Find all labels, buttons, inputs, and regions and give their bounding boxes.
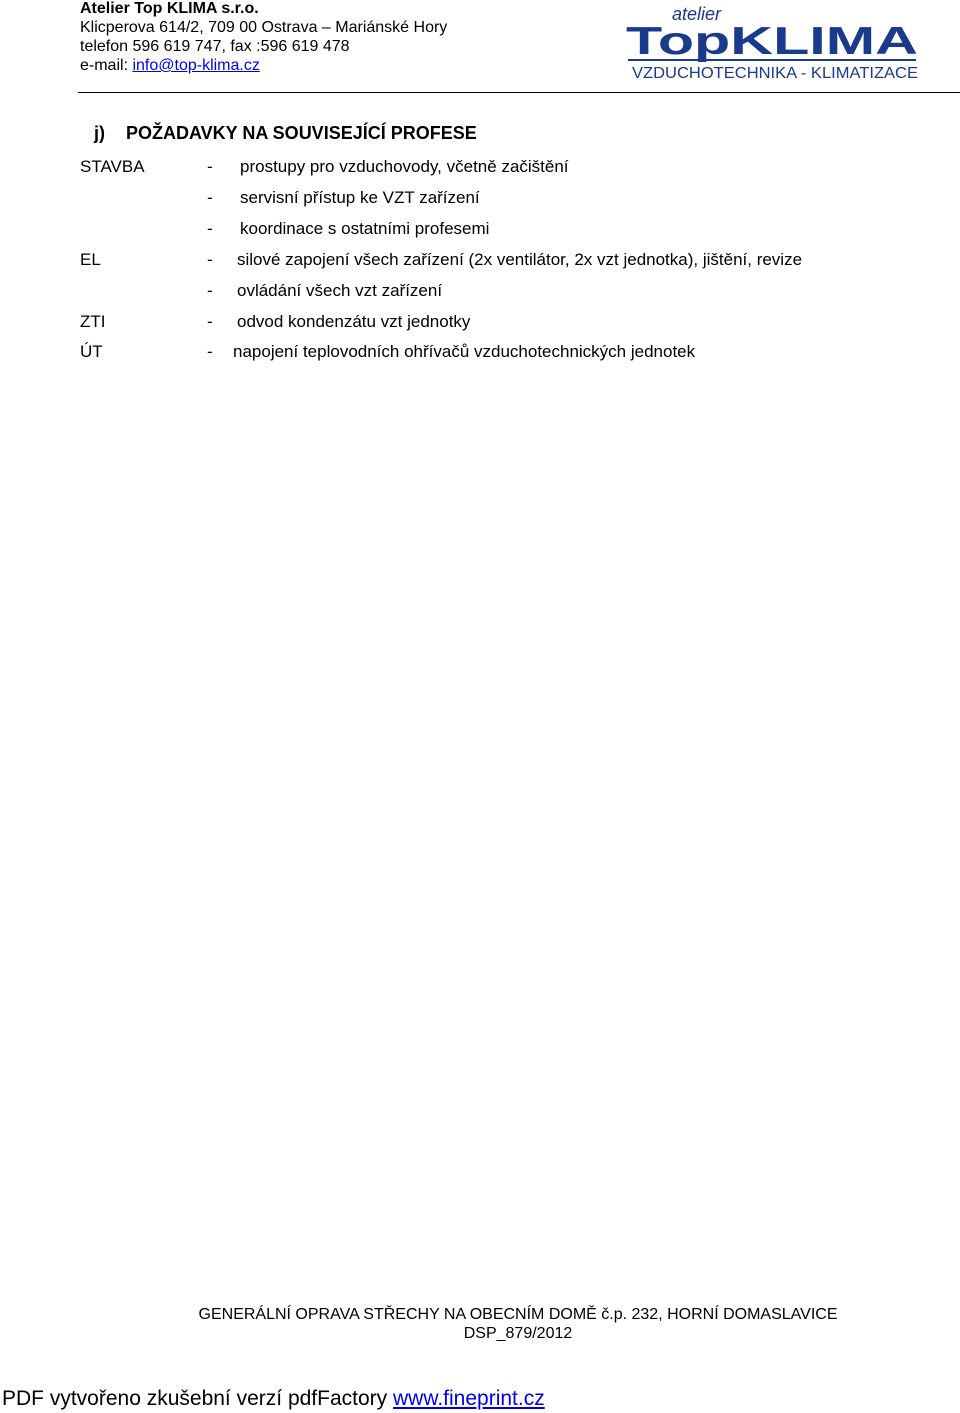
row-dash: - <box>207 342 213 361</box>
fineprint-link[interactable]: www.fineprint.cz <box>392 1387 545 1410</box>
row-text: napojení teplovodních ohřívačů vzduchotechnických jednotek <box>233 342 696 361</box>
row-category: EL <box>80 250 101 269</box>
email-label: e-mail: <box>80 57 133 74</box>
row-category: ZTI <box>80 312 106 331</box>
pdf-notice-text: PDF vytvořeno zkušební verzí pdfFactory <box>2 1387 393 1410</box>
footer-project: GENERÁLNÍ OPRAVA STŘECHY NA OBECNÍM DOMĚ č.p. 232, HORNÍ DOMASLAVICE <box>198 1306 838 1323</box>
row-dash: - <box>207 219 213 238</box>
logo-main-text: TopKLIMA <box>626 20 918 63</box>
footer-doc-number: DSP_879/2012 <box>463 1325 573 1342</box>
row-dash: - <box>207 281 213 300</box>
topklima-logo <box>622 4 922 84</box>
row-text: silové zapojení všech zařízení (2x ventilátor, 2x vzt jednotka), jištění, revize <box>237 250 803 269</box>
row-dash: - <box>207 188 213 207</box>
section-number: j) <box>94 123 105 143</box>
row-text: prostupy pro vzduchovody, včetně začištění <box>240 157 569 176</box>
row-text: ovládání všech vzt zařízení <box>237 281 443 300</box>
row-dash: - <box>207 157 213 176</box>
section-title: POŽADAVKY NA SOUVISEJÍCÍ PROFESE <box>126 123 477 143</box>
row-dash: - <box>207 250 213 269</box>
company-phone-fax: telefon 596 619 747, fax :596 619 478 <box>80 38 350 55</box>
row-text: koordinace s ostatními profesemi <box>240 219 490 238</box>
row-text: servisní přístup ke VZT zařízení <box>240 188 480 207</box>
row-dash: - <box>207 312 213 331</box>
company-name: Atelier Top KLIMA s.r.o. <box>80 0 259 17</box>
logo-sub-text: VZDUCHOTECHNIKA - KLIMATIZACE <box>632 65 918 82</box>
pdf-notice <box>2 1387 545 1411</box>
company-address: Klicperova 614/2, 709 00 Ostrava – Mariánské Hory <box>80 19 448 36</box>
logo-top-text: atelier <box>672 4 722 24</box>
row-category: ÚT <box>80 342 103 361</box>
row-text: odvod kondenzátu vzt jednotky <box>237 312 471 331</box>
email-link[interactable]: info@top-klima.cz <box>132 57 260 74</box>
row-category: STAVBA <box>80 157 145 176</box>
header-divider <box>78 92 960 93</box>
company-email-line <box>80 57 260 75</box>
